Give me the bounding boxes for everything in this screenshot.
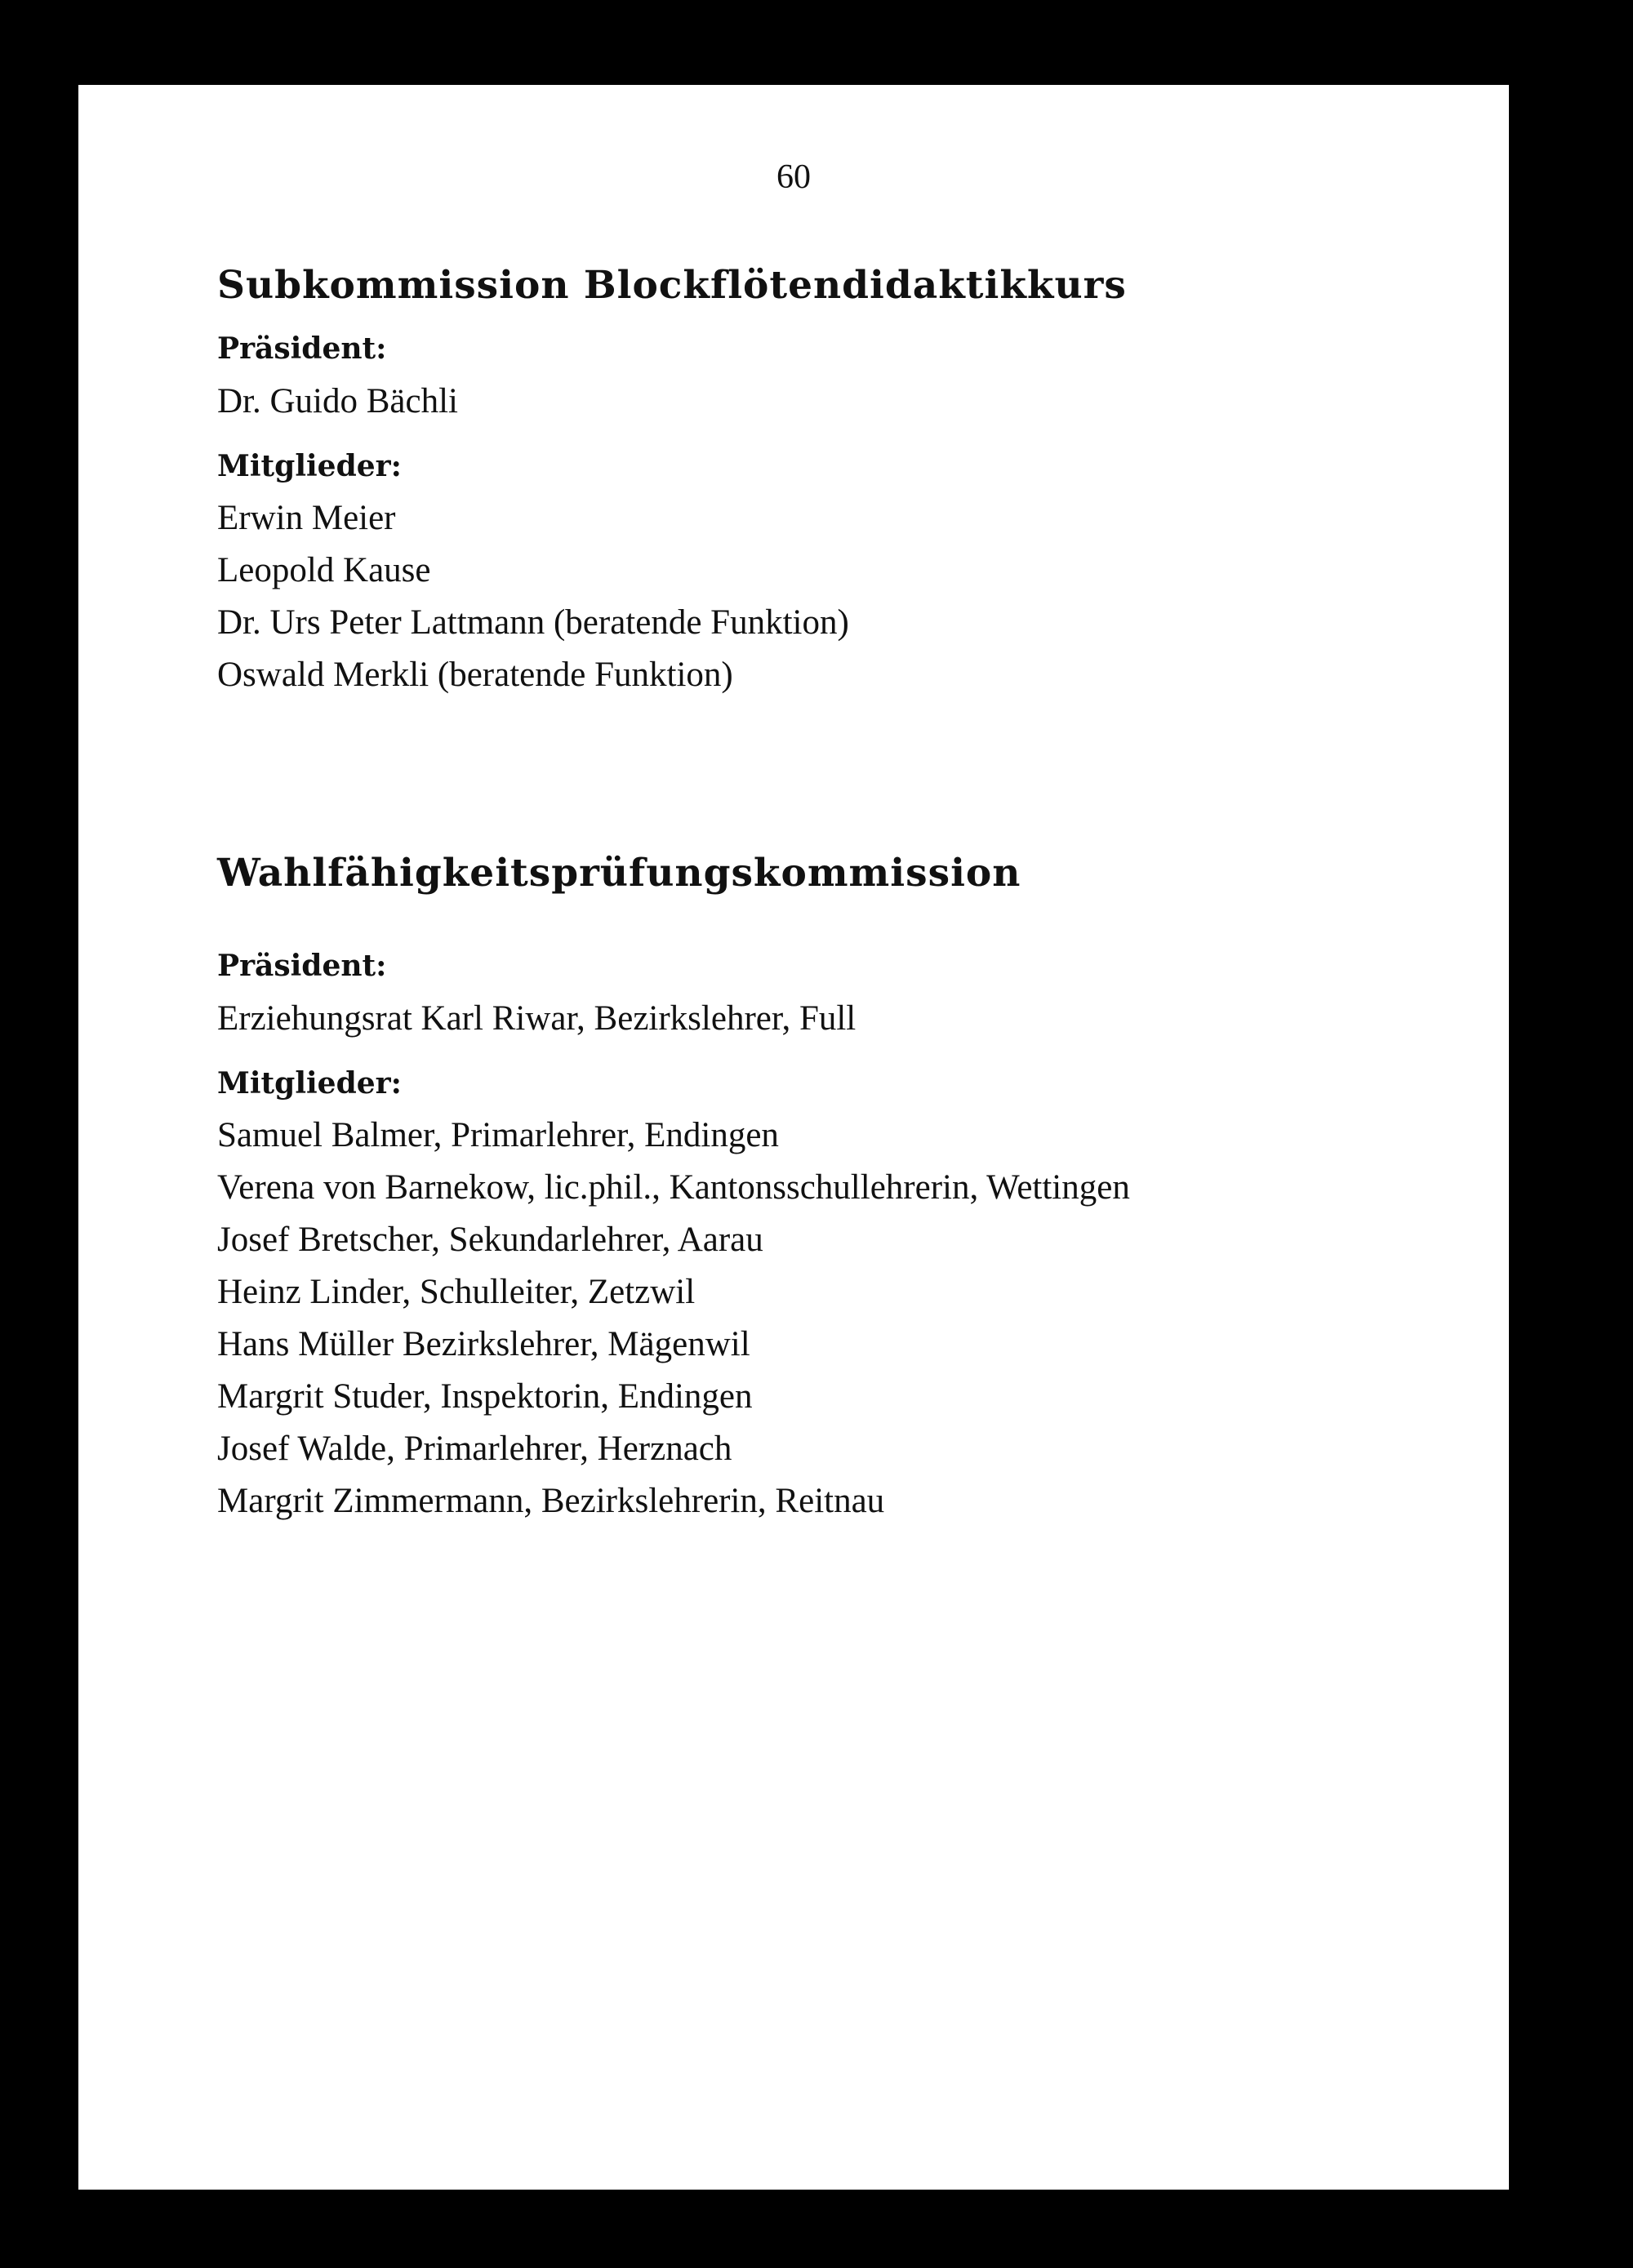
- president-label: Präsident:: [217, 949, 387, 984]
- members-list: [217, 1110, 1442, 1528]
- member-name: Hans Müller Bezirkslehrer, Mägenwil: [217, 1324, 750, 1363]
- section-title: Wahlfähigkeitsprüfungskommission: [217, 851, 1021, 896]
- member-name: Dr. Urs Peter Lattmann (beratende Funktion): [217, 603, 849, 642]
- members-label: Mitglieder:: [217, 448, 402, 483]
- member-name: Erwin Meier: [217, 498, 396, 537]
- member-name: Margrit Studer, Inspektorin, Endingen: [217, 1376, 753, 1416]
- member-name: Josef Bretscher, Sekundarlehrer, Aarau: [217, 1220, 763, 1259]
- section-title: Subkommission Blockflötendidaktikkurs: [217, 263, 1127, 308]
- member-name: Josef Walde, Primarlehrer, Herznach: [217, 1429, 732, 1468]
- section-wahlfaehigkeitspruefungskommission: [217, 851, 1442, 1528]
- member-name: Heinz Linder, Schulleiter, Zetzwil: [217, 1272, 696, 1311]
- president-list: [217, 376, 1442, 428]
- member-name: Verena von Barnekow, lic.phil., Kantonsschullehrerin, Wettingen: [217, 1167, 1130, 1207]
- section-subkommission-blockfloetendidaktikkurs: [217, 263, 1442, 701]
- president-name: Dr. Guido Bächli: [217, 381, 458, 420]
- members-label: Mitglieder:: [217, 1065, 402, 1101]
- president-list: [217, 993, 1442, 1045]
- member-name: Oswald Merkli (beratende Funktion): [217, 655, 733, 694]
- member-name: Samuel Balmer, Primarlehrer, Endingen: [217, 1115, 779, 1154]
- document-page: [78, 85, 1509, 2190]
- page-number: 60: [776, 158, 811, 196]
- president-label: Präsident:: [217, 331, 387, 367]
- members-list: [217, 492, 1442, 701]
- president-name: Erziehungsrat Karl Riwar, Bezirkslehrer, Full: [217, 998, 857, 1038]
- member-name: Margrit Zimmermann, Bezirkslehrerin, Reitnau: [217, 1481, 885, 1520]
- member-name: Leopold Kause: [217, 550, 431, 589]
